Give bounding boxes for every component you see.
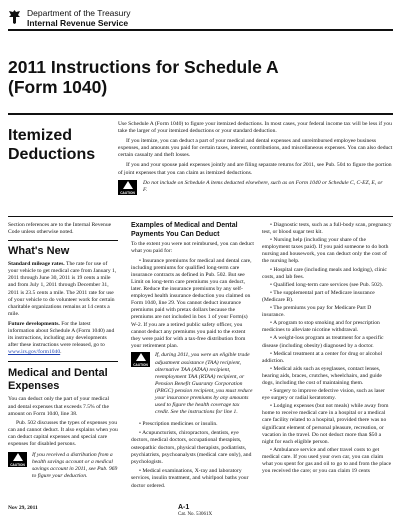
divider [8,240,118,241]
future-developments-text: For the latest information about Schedule A (Form 1040) and its instructions, including any developments after these instructions were released, go to [8,320,115,349]
bullet-item: • Ambulance service and other travel costs to get medical care. If you used your own car, you can claim what you spent for gas and oil to go to and from the place you received the care; or you can claim 19 cents [262,446,392,475]
medical-dental-heading: Medical and Dental Expenses [8,367,108,393]
section-references-note: Section references are to the Internal Revenue Code unless otherwise noted. [8,222,112,236]
bullet-item: • Prescription medicines or insulin. [139,420,218,427]
caution-text: Do not include on Schedule A items deducted elsewhere, such as on Form 1040 or Schedule C, C-EZ, E, or F. [143,179,383,193]
document-title: 2011 Instructions for Schedule A [8,57,279,77]
medical-paragraph: Pub. 502 discusses the types of expenses you can and cannot deduct. It also explains when you can deduct capital expenses and special care expenses for disabled persons. [8,420,118,448]
bullet-item: • Medical treatment at a center for drug or alcohol addiction. [262,350,383,364]
title-rule [8,113,393,115]
bullet-item: • Insurance premiums for medical and dental care, including premiums for qualified long-term care insurance contracts as defined in Pub. 502. But see Limit on long-term care premiums you can deduct, later. Reduce the insurance premiums by any self-employed health insurance deduction you claimed on Form 1040, line 29. You cannot deduct insurance premiums paid with pretax dollars because the premiums are not included in box 1 of your Form(s) W-2. If you are a retired public safety officer, you cannot deduct any premiums you paid to the extent they were paid for with a tax-free distribution from your retirement plan. [131,257,252,349]
standard-mileage-label: Standard mileage rates. [8,261,65,268]
standard-mileage-text: The rate for use of your vehicle to get medical care from January 1, 2011 through June 30, 2011 is 19 cents a mile and from July 1, 2011 through December 31, 2011 is 23.5 cents a mile. The 2011 rate for use of your vehicle to do volunteer work for certain charitable organizations remains at 14 cents a mile. [8,261,117,317]
intro-section [118,121,393,197]
document-subtitle: (Form 1040) [8,77,108,97]
bullet-item: • Medical examinations, X-ray and laboratory services, insulin treatment, and whirlpool baths your doctor ordered. [131,468,249,489]
caution-text: If, during 2011, you were an eligible trade adjustment assistance (TAA) recipient, alternative TAA (ATAA) recipient, reemployment TAA (RTAA) recipient, or Pension Benefit Guaranty Corporation (PBGC) pension recipient, you must reduce your insurance premiums by any amounts used to figure the health coverage tax credit. See the instructions for line 1. [155,352,253,416]
bullet-item: • Diagnostic tests, such as a full-body scan, pregnancy test, or blood sugar test kit. [262,222,392,236]
department-name: Department of the Treasury [27,8,131,18]
column-1 [8,222,118,482]
column-2 [131,222,254,492]
intro-paragraph: Use Schedule A (Form 1040) to figure your itemized deductions. In most cases, your federal income tax will be less if you take the larger of your itemized deductions or your standard deduction. [118,121,392,135]
standard-mileage-paragraph [8,261,118,318]
irs-form1040-link[interactable]: www.irs.gov/form1040 [8,349,61,356]
divider [8,361,118,362]
bullet-item: • Lodging expenses (but not meals) while away from home to receive medical care in a hospital or a medical care facility related to a hospital, provided there was no significant element of personal pleasure, recreation, or vacation in the travel. Do not deduct more than $50 a night for each eligible person. [262,403,389,445]
column-3 [262,222,393,476]
bullet-item: • The supplemental part of Medicare insurance (Medicare B). [262,289,375,303]
intro-paragraph: If you and your spouse paid expenses jointly and are filing separate returns for 2011, see Pub. 504 to figure the portion of joint expenses that you can claim as itemized deductions. [118,162,392,176]
examples-intro: To the extent you were not reimbursed, you can deduct what you paid for: [131,241,254,255]
bullet-item: • Acupuncturists, chiropractors, dentists, eye doctors, medical doctors, occupational therapists, osteopathic doctors, physical therapists, podiatrists, psychiatrists, psychoanalysts (medical care only), and psychologists. [131,430,252,465]
agency-name: Internal Revenue Service [27,18,129,28]
itemized-deductions-heading: Itemized Deductions [8,127,96,163]
caution-icon: CAUTION [118,180,137,195]
page-number: A-1 [178,504,190,511]
future-developments-paragraph: Future developments. For the latest information about Schedule A (Form 1040) and its instructions, including any developments after these instructions were released, go to www.irs.gov/form1040. [8,320,115,356]
bullet-item: • Hospital care (including meals and lodging), clinic costs, and lab fees. [262,266,387,280]
bullet-item: • The premiums you pay for Medicare Part D insurance. [262,305,372,319]
caution-text: If you received a distribution from a health savings account or a medical savings account in 2011, see Pub. 969 to figure your deduction. [32,451,118,479]
catalog-number: Cat. No. 53061X [178,512,213,517]
bullet-item: • Nursing help (including your share of the employment taxes paid). If you paid someone to do both nursing and housework, you can deduct only the cost of the nursing help. [262,237,389,265]
caution-note [118,180,393,197]
deductible-examples-heading: Examples of Medical and Dental Payments You Can Deduct [131,222,238,238]
bullet-item: • Surgery to improve defective vision, such as laser eye surgery or radial keratotomy. [262,388,385,402]
medical-paragraph: You can deduct only the part of your medical and dental expenses that exceeds 7.5% of the amount on Form 1040, line 38. [8,396,110,417]
header-rule [8,29,393,31]
whats-new-heading: What's New [8,245,70,258]
bullet-item: • A weight-loss program as treatment for a specific disease (including obesity) diagnosed by a doctor. [262,335,384,349]
intro-paragraph: If you itemize, you can deduct a part of your medical and dental expenses and unreimbursed employee business expenses, and amounts you paid for certain taxes, interest, contributions, and miscellaneous expenses. You can also deduct certain casualty and theft losses. [118,138,393,159]
future-developments-label: Future developments. [8,320,60,327]
caution-note [131,352,254,418]
section-rule [8,216,393,217]
bullet-item: • A program to stop smoking and for prescription medicines to alleviate nicotine withdrawal. [262,320,380,334]
caution-note [8,452,118,483]
caution-icon: CAUTION [8,452,27,467]
bullet-item: • Medical aids such as eyeglasses, contact lenses, hearing aids, braces, crutches, wheelchairs, and guide dogs, including the cost of maintaining them. [262,365,382,386]
caution-icon: CAUTION [131,352,150,367]
footer-date: Nov 29, 2011 [8,505,38,511]
treasury-eagle-logo-icon [8,9,21,25]
bullet-item: • Qualified long-term care services (see Pub. 502). [270,281,384,288]
